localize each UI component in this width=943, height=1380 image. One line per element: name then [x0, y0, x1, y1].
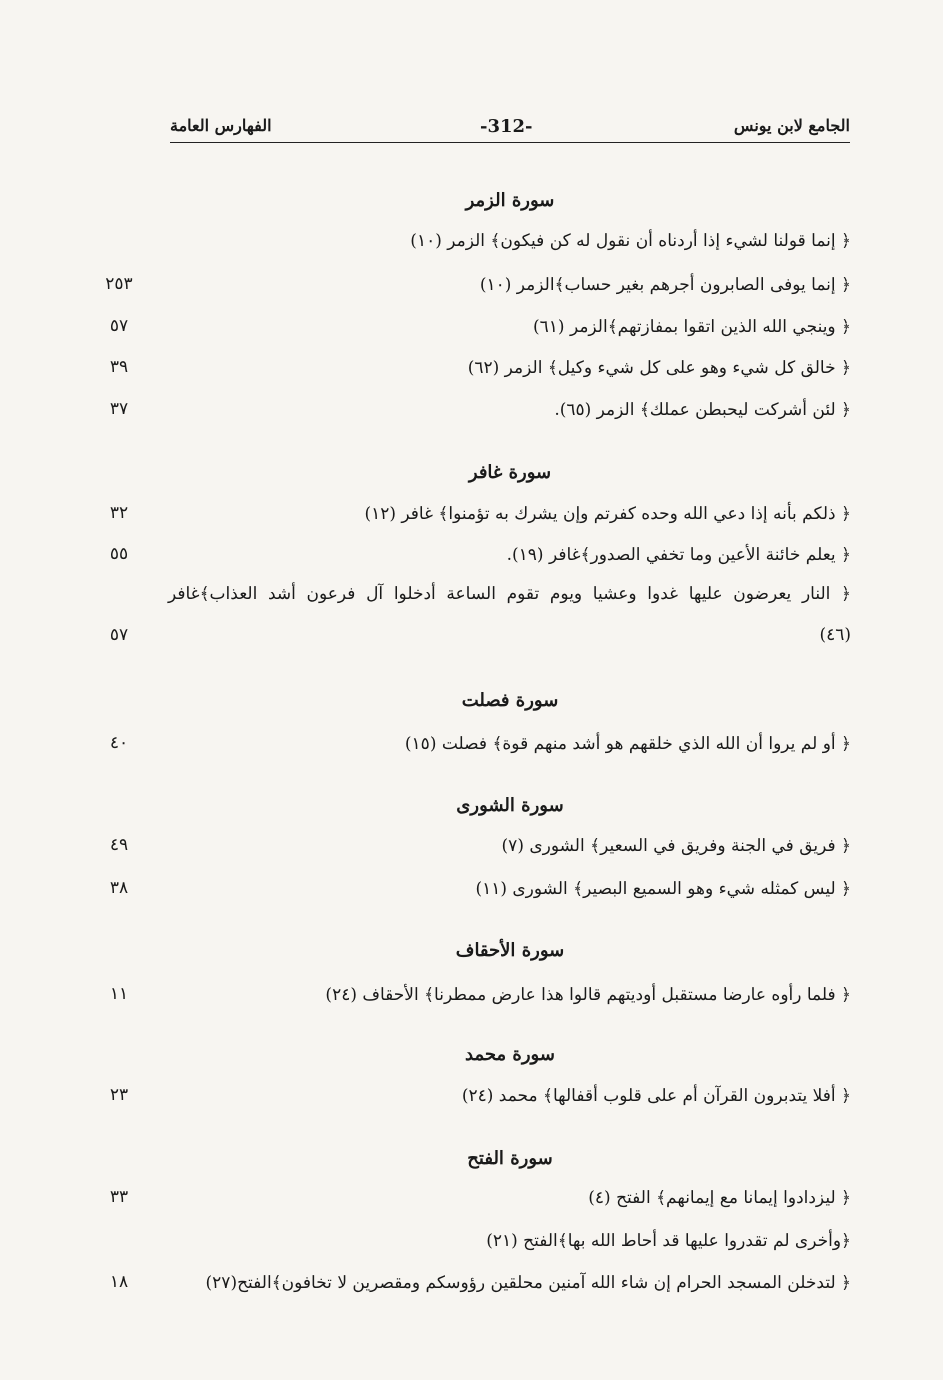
page-reference: ٣٩ — [109, 357, 129, 377]
surah-heading: سورة الفتح — [467, 1148, 553, 1169]
verse-entry: ﴿ وينجي الله الذين اتقوا بمفازتهم﴾الزمر (٦١) — [533, 317, 851, 337]
page-reference: ٣٨ — [109, 878, 129, 898]
surah-heading: سورة فصلت — [461, 690, 559, 711]
page-reference: ٣٣ — [109, 1187, 129, 1207]
surah-heading: سورة غافر — [468, 462, 552, 483]
verse-entry: ﴿ إنما يوفى الصابرون أجرهم بغير حساب﴾الزمر (١٠) — [479, 275, 851, 295]
verse-entry: ﴿ النار يعرضون عليها غدوا وعشيا ويوم تقوم الساعة أدخلوا آل فرعون أشد العذاب﴾غافر — [168, 584, 851, 604]
page-reference: ١٨ — [109, 1272, 129, 1292]
verse-entry: ﴿ ليزدادوا إيمانا مع إيمانهم﴾ الفتح (٤) — [588, 1188, 851, 1208]
page-number: -312- — [480, 116, 533, 137]
page-header — [170, 112, 850, 143]
page-reference: ٢٥٣ — [105, 274, 133, 294]
verse-entry: ﴿ فلما رأوه عارضا مستقبل أوديتهم قالوا هذا عارض ممطرنا﴾ الأحقاف (٢٤) — [325, 985, 851, 1005]
page-reference: ٣٧ — [109, 399, 129, 419]
verse-entry: ﴿ خالق كل شيء وهو على كل شيء وكيل﴾ الزمر (٦٢) — [467, 358, 851, 378]
section-title: الفهارس العامة — [170, 116, 272, 135]
surah-heading: سورة الشورى — [456, 795, 564, 816]
page-reference: ٣٢ — [109, 503, 129, 523]
page-reference: ١١ — [109, 984, 129, 1004]
surah-heading: سورة الأحقاف — [455, 940, 565, 961]
verse-entry: ﴿ أو لم يروا أن الله الذي خلقهم هو أشد منهم قوة﴾ فصلت (١٥) — [404, 734, 851, 754]
page-reference: ٤٩ — [109, 835, 129, 855]
book-title: الجامع لابن يونس — [733, 116, 850, 135]
surah-heading: سورة الزمر — [465, 190, 555, 211]
page-reference: ٥٥ — [109, 544, 129, 564]
surah-heading: سورة محمد — [465, 1044, 555, 1065]
page-reference: ٢٣ — [109, 1085, 129, 1105]
verse-entry: ﴿ لتدخلن المسجد الحرام إن شاء الله آمنين محلقين رؤوسكم ومقصرين لا تخافون﴾الفتح(٢٧) — [205, 1273, 851, 1293]
page-reference: ٤٠ — [109, 733, 129, 753]
verse-entry: ﴿ إنما قولنا لشيء إذا أردناه أن نقول له كن فيكون﴾ الزمر (١٠) — [410, 231, 851, 251]
verse-entry: ﴿وأخرى لم تقدروا عليها قد أحاط الله بها﴾الفتح (٢١) — [486, 1231, 851, 1251]
verse-entry: ﴿ فريق في الجنة وفريق في السعير﴾ الشورى (٧) — [501, 836, 851, 856]
page-reference: ٥٧ — [109, 316, 129, 336]
page-reference: ٥٧ — [109, 625, 129, 645]
verse-entry: ﴿ لئن أشركت ليحبطن عملك﴾ الزمر (٦٥). — [554, 400, 851, 420]
verse-entry: ﴿ ليس كمثله شيء وهو السميع البصير﴾ الشورى (١١) — [475, 879, 851, 899]
verse-entry: (٤٦) — [819, 625, 851, 645]
verse-entry: ﴿ يعلم خائنة الأعين وما تخفي الصدور﴾غافر (١٩). — [506, 545, 851, 565]
verse-entry: ﴿ ذلكم بأنه إذا دعي الله وحده كفرتم وإن يشرك به تؤمنوا﴾ غافر (١٢) — [364, 504, 851, 524]
verse-entry: ﴿ أفلا يتدبرون القرآن أم على قلوب أقفالها﴾ محمد (٢٤) — [461, 1086, 851, 1106]
